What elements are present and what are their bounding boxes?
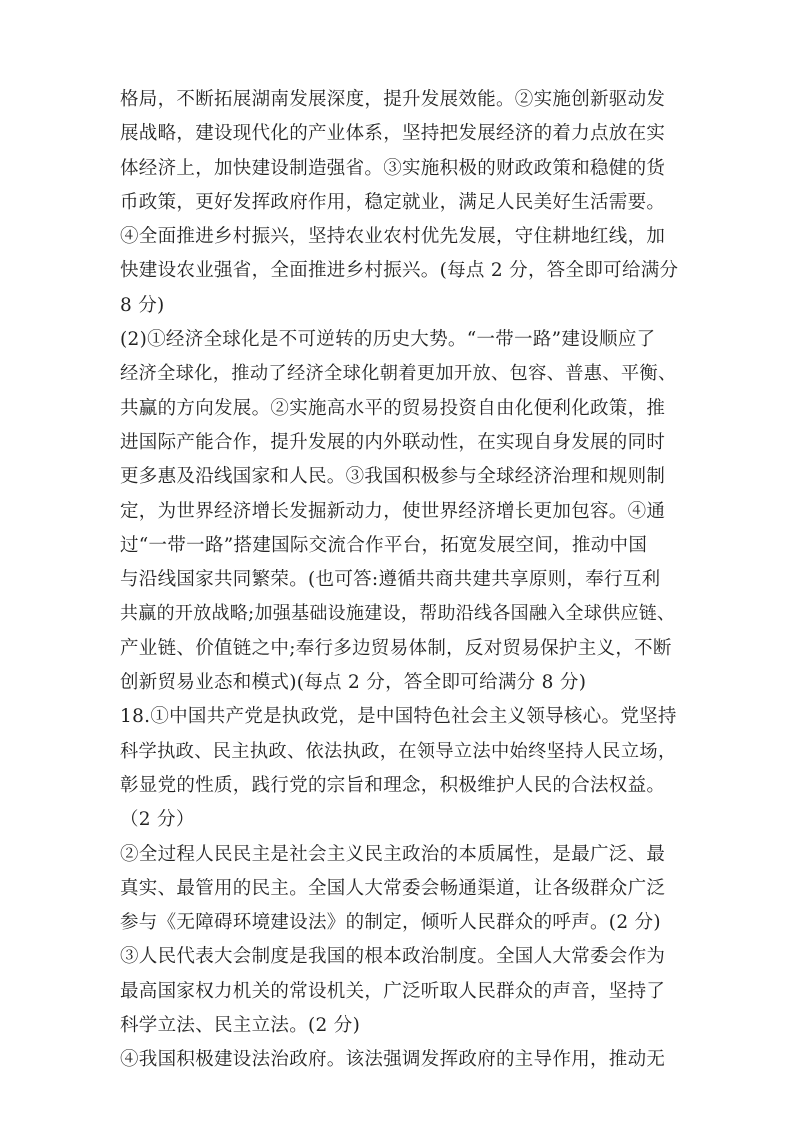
text-line: 科学执政、民主执政、依法执政，在领导立法中始终坚持人民立场， — [120, 740, 677, 762]
text-line: 格局，不断拓展湖南发展深度，提升发展效能。②实施创新驱动发 — [120, 89, 666, 110]
text-line: 共赢的方向发展。②实施高水平的贸易投资自由化便利化政策，推 — [120, 397, 666, 419]
text-line: 经济全球化，推动了经济全球化朝着更加开放、包容、普惠、平衡、 — [120, 363, 677, 385]
text-line: ④我国积极建设法治政府。该法强调发挥政府的主导作用，推动无 — [120, 1049, 666, 1071]
text-line: ③人民代表大会制度是我国的根本政治制度。全国人大常委会作为 — [120, 946, 666, 968]
text-line: (2)①经济全球化是不可逆转的历史大势。“一带一路”建设顺应了 — [120, 329, 656, 351]
text-line: 参与《无障碍环境建设法》的制定，倾听人民群众的呼声。(2 分) — [120, 912, 661, 934]
text-line: 18.①中国共产党是执政党，是中国特色社会主义领导核心。党坚持 — [120, 706, 677, 728]
text-line: 与沿线国家共同繁荣。(也可答:遵循共商共建共享原则，奉行互利 — [120, 569, 661, 591]
text-line: ②全过程人民民主是社会主义民主政治的本质属性，是最广泛、最 — [120, 843, 666, 865]
text-line: 展战略，建设现代化的产业体系，坚持把发展经济的着力点放在实 — [120, 123, 666, 145]
text-line: 快建设农业强省，全面推进乡村振兴。(每点 2 分，答全即可给满分 — [120, 260, 679, 282]
text-line: 彰显党的性质，践行党的宗旨和理念，积极维护人民的合法权益。 — [120, 774, 666, 796]
text-line: 8 分) — [120, 294, 165, 316]
text-line: 币政策，更好发挥政府作用，稳定就业，满足人民美好生活需要。 — [120, 191, 666, 213]
text-line: 产业链、价值链之中;奉行多边贸易体制，反对贸易保护主义，不断 — [120, 637, 672, 659]
text-line: 最高国家权力机关的常设机关，广泛听取人民群众的声音，坚持了 — [120, 980, 666, 1002]
text-line: 过“一带一路”搭建国际交流合作平台，拓宽发展空间，推动中国 — [120, 534, 648, 556]
answer-text-body — [120, 83, 680, 1078]
text-line: （2 分） — [120, 809, 195, 831]
text-line: 更多惠及沿线国家和人民。③我国积极参与全球经济治理和规则制 — [120, 466, 666, 488]
text-line: 体经济上，加快建设制造强省。③实施积极的财政政策和稳健的货 — [120, 157, 666, 179]
text-line: 创新贸易业态和模式)(每点 2 分，答全即可给满分 8 分) — [120, 672, 587, 694]
text-line: 科学立法、民主立法。(2 分) — [120, 1015, 361, 1037]
text-line: 真实、最管用的民主。全国人大常委会畅通渠道，让各级群众广泛 — [120, 877, 666, 899]
text-line: 共赢的开放战略;加强基础设施建设，帮助沿线各国融入全球供应链、 — [120, 603, 676, 625]
text-line: 定，为世界经济增长发掘新动力，使世界经济增长更加包容。④通 — [120, 500, 666, 522]
text-line: ④全面推进乡村振兴，坚持农业农村优先发展，守住耕地红线，加 — [120, 226, 666, 248]
text-line: 进国际产能合作，提升发展的内外联动性，在实现自身发展的同时 — [120, 431, 666, 453]
